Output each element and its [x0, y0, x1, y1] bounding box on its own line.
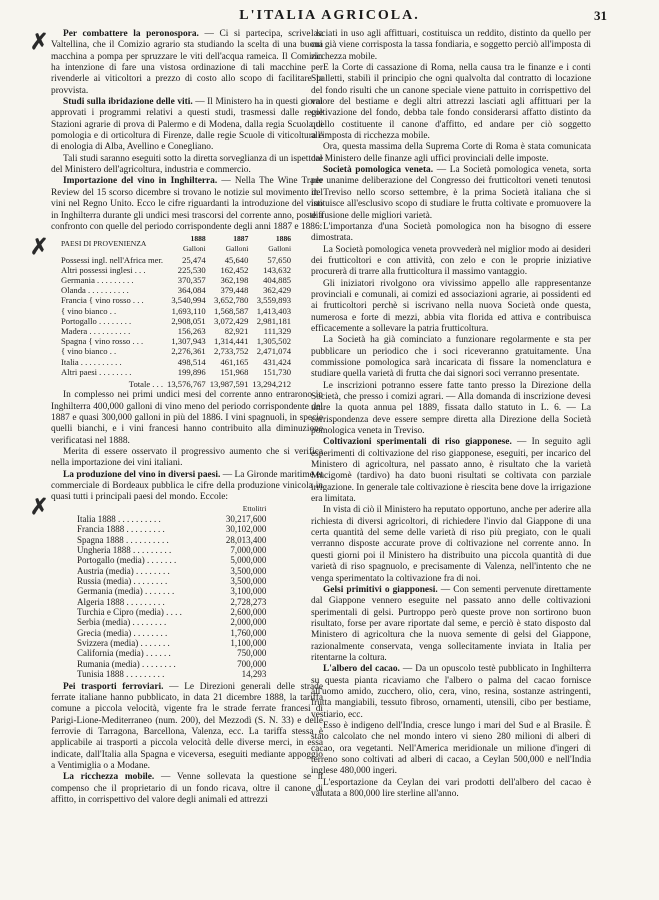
paragraph: L'importanza d'una Società pomologica non ha bisogno di essere dimostrata.: [311, 221, 591, 244]
running-head-title: L'ITALIA AGRICOLA.: [239, 8, 420, 23]
table-cell: 364,084: [177, 285, 206, 296]
table-row: [59, 367, 293, 377]
article-heading: La ricchezza mobile.: [63, 772, 155, 783]
table-row: [59, 255, 293, 265]
article-ibridazione: [51, 97, 323, 154]
table-cell: 30,102,000: [225, 524, 267, 535]
table-row-label: Altri possessi inglesi . . .: [61, 264, 146, 275]
table-cell: 750,000: [237, 648, 267, 659]
table-cell: 3,652,780: [214, 295, 249, 306]
table-cell: 5,000,000: [230, 555, 267, 566]
paragraph: Le inscrizioni potranno essere fatte tanto presso la Direzione della Società, che presso i comizi agrari. — Alla domanda di inscrizione devesi unire la quota annua pel 1889, fissata dallo statuto in L. 6. — La corrispondenza deve essere sempre diretta alla Direzione della Società pomologica veneta in Treviso.: [311, 380, 591, 437]
table-row: [73, 576, 270, 586]
table-cell: 111,329: [263, 326, 292, 337]
table-cell: 362,198: [220, 275, 249, 285]
paragraph: Esso è indigeno dell'India, cresce lungo i mari del Sud e al Brasile. È stato calcolato che nel mondo intero vi sieno 280 milioni di alberi di cacao, ora vegetanti. Nell'America meridionale un milione d'ingeri di terreno sono coltivati ad alberi di cacao, a Ceylan 500,000 e nell'India inglese 480,000 ingeri.: [311, 720, 591, 777]
article-peronospora: [51, 29, 323, 97]
article-body: — La Società pomologica veneta, sorta per unanime deliberazione del Congresso dei frutticoltori veneti tenutosi in Treviso nello scorso settembre, è la prima Società italiana che si istituisce all'esclusivo scopo di studiare le frutta coltivate e promuovere la diffusione delle migliori varietà.: [311, 165, 591, 221]
table-row: [73, 607, 270, 617]
article-body: — Con sementi pervenute direttamente dal Giappone vennero eseguite nel passato anno delle coltivazioni sperimentali di gelsi. Purtroppo però queste prove non sortirono buon risultato, forse per avare riportate dal seme, e perciò è stato disposto dal Ministero di agricoltura che la nuova semente di gelsi del Giappone, razionalmente conservata, venga sollecitamente inviata in Italia per ritentarne la coltura.: [311, 584, 591, 663]
paragraph: Tali studi saranno eseguiti sotto la diretta sorveglianza di un ispettore del Ministero dell'agricoltura, industria e commercio.: [51, 153, 323, 176]
article-heading: L'albero del cacao.: [323, 664, 400, 675]
table-cell: 82,921: [224, 326, 249, 337]
left-column: [51, 29, 323, 806]
table-cell: 28,013,400: [225, 534, 267, 545]
paragraph: Ora, questa massima della Suprema Corte di Roma è stata comunicata dal Ministero delle finanze agli uffici provinciali delle imposte.: [311, 142, 591, 164]
article-gelsi: [311, 585, 591, 664]
table-row-label: Tunisia 1888 . . . . . . . . .: [77, 669, 165, 680]
handwritten-mark-icon: ✗: [30, 29, 49, 54]
table-row-label: Serbia (media) . . . . . . . .: [77, 617, 167, 628]
table-row: [73, 555, 270, 565]
table-cell: 2,600,000: [230, 607, 267, 618]
table-row: [73, 648, 270, 658]
article-body: — Nella The Wine Trade Review del 15 scorso dicembre si trovano le notizie sul movimento del vini nel Regno Unito. Ecco le cifre riguardanti la introduzione del vino in Inghilterra durante gli undici mesi trascorsi del corrente anno, poste a confronto con quelle del periodo corrispondente degli anni 1887 e 1886:: [51, 176, 323, 232]
table-row-label: Portogallo (media) . . . . . . .: [77, 555, 177, 566]
table-row-label: { vino bianco . .: [61, 346, 117, 357]
table-row: [59, 326, 293, 336]
table-cell: 1,307,943: [171, 336, 206, 347]
article-body: — Venne sollevata la questione se il compenso che il proprietario di un fondo ricava, oltre il canone di affitto, in corrispettivo del valore degli animali ed attrezzi: [51, 772, 323, 805]
table-row-label: Possessi ingl. nell'Africa mer.: [61, 254, 164, 265]
article-heading: Società pomologica veneta.: [323, 165, 434, 176]
table-row: [59, 295, 293, 305]
table-row-label: California (media) . . . . . .: [77, 648, 171, 659]
table-row: [73, 617, 270, 627]
import-table: [59, 234, 293, 389]
table-row: [73, 524, 270, 534]
table-cell: 3,500,000: [230, 576, 267, 587]
table-row-label: Spagna { vino rosso . . .: [61, 336, 144, 347]
table-cell: 1,413,403: [256, 305, 292, 316]
article-heading: Coltivazioni sperimentali di riso giapponese.: [323, 437, 512, 448]
table-row: [59, 346, 293, 356]
table-row-label: Germania (media) . . . . . . .: [77, 586, 175, 597]
table-cell: 498,514: [177, 356, 206, 367]
table-cell: 143,632: [263, 264, 292, 275]
table-row-label: Turchia e Cipro (media) . . . .: [77, 607, 182, 618]
table-col-header: 1886 Galloni: [268, 234, 292, 254]
table-row-label: Algeria 1888 . . . . . . . . .: [77, 596, 165, 607]
article-riso: [311, 437, 591, 505]
table-row: [73, 669, 270, 679]
article-trasporti: [51, 682, 323, 773]
paragraph: In vista di ciò il Ministero ha reputato opportuno, anche per aderire alla richiesta di diversi agricoltori, di richiedere l'invio dal Giappone di una certa quantità del seme delle varietà di riso più pregiato, con le quali verranno disposte accurate prove di coltivazione nel corrente anno. In questi giorni poi il Ministero ha distribuito una piccola quantità di due varietà di riso spagnuolo, e precisamente di Valenza, nell'intento che ne venga sperimentato la coltivazione fra di noi.: [311, 505, 591, 584]
table-cell: 2,981,181: [256, 315, 292, 326]
table-row-label: Grecia (media) . . . . . . . .: [77, 627, 168, 638]
article-body: — La Gironde maritime et commerciale di Bordeaux pubblica le cifre della produzione vinicola in quasi tutti i principali paesi del mondo. Eccole:: [51, 469, 324, 503]
table-row-label: Francia { vino rosso . . .: [61, 295, 144, 306]
paragraph: Gli iniziatori rivolgono ora vivissimo appello alle rappresentanze provinciali e comunali, ai comizi ed associazioni agrarie, ai possidenti ed ai frutticoltori perchè si iscrivano nella nuova Società onde questa, numerosa e forte di mezzi, abbia vita florida ed attiva e contribuisca efficacemente a sollevare la patria frutticoltura.: [311, 278, 591, 334]
table-cell: 1,100,000: [230, 638, 267, 649]
table-row-label: Ungheria 1888 . . . . . . . . .: [77, 545, 172, 556]
table-row: [73, 514, 270, 524]
table-row: [73, 628, 270, 638]
paragraph: E la Corte di cassazione di Roma, nella causa tra le finanze e i conti Spalletti, stabilì il principio che ogni qualvolta dal contratto di locazione del fondo risulti che un canone speciale viene pattuito in corrispettivo del valore del bestiame e degli altri attrezzi lasciati agli affittuari per la coltivazione del fondo, debba tale fondo considerarsi affatto distinto da quello costituente il canone d'affitto, ed andare per ciò soggetto all'imposta di ricchezza mobile.: [311, 63, 591, 142]
table-cell: 431,424: [263, 356, 292, 367]
article-body: — In seguito agli esperimenti di coltivazione del riso giapponese, eseguiti, per incarico del Ministero di agricoltura, nel passato anno, è risultato che la varietà Mucigomè (tardivo) ha dato buoni risultati se coltivata con parziale irrigazione. In generale tale coltivazione è riescita bene dove la irrigazione era limitata.: [311, 437, 591, 505]
handwritten-mark-icon: ✗: [30, 234, 49, 259]
table-cell: 2,276,361: [171, 346, 206, 357]
article-importazione: [51, 176, 323, 233]
table-row-label: { vino bianco . .: [61, 305, 117, 316]
table-cell: 700,000: [237, 658, 267, 669]
table-row-label: Portogallo . . . . . . . .: [61, 315, 132, 326]
article-body: — Da un opuscolo testè pubblicato in Inghilterra su questa pianta ricaviamo che l'albero o palma del cacao fornisce all'uomo amido, zucchero, olio, cera, vino, resina, sostanze astringenti, frutta mangiabili, tessuto fibroso, ornamenti, utensili, cibo per bestiame, vestiario, ecc.: [311, 664, 591, 720]
table-cell: 3,500,000: [230, 565, 267, 576]
table-cell: 3,100,000: [230, 586, 267, 597]
table-cell: 1,760,000: [230, 627, 267, 638]
right-column: [311, 29, 591, 800]
table-cell: 379,448: [220, 285, 249, 296]
table-cell: 3,559,893: [256, 295, 292, 306]
table-row: [73, 566, 270, 576]
table-cell: 2,728,273: [230, 596, 267, 607]
table-cell: 151,730: [263, 366, 292, 377]
production-table: [73, 504, 270, 680]
article-body: — Le Direzioni generali delle strade ferrate italiane hanno pubblicato, in data 21 dicembre 1888, la tariffa comune a piccola velocità, vigente fra le strade ferrate francesi di Parigi-Lione-Mediterraneo (num. 200), del Mezzodì (S. N. 33) e delle ferrovie di Tarragona, Barcellona, Valenza, ecc. La tariffa stessa è applicabile ai trasporti a piccola velocità delle diverse merci, in essa indicate, dall'Italia alla Spagna e viceversa, eseguiti mediante appoggio a Ventimiglia o a Modane.: [51, 681, 323, 771]
table-cell: 162,452: [220, 264, 249, 275]
table-cell: 2,908,051: [171, 315, 206, 326]
table-cell: 7,000,000: [230, 545, 267, 556]
article-produzione: [51, 470, 323, 504]
article-cacao: [311, 664, 591, 721]
table-row-label: Rumania (media) . . . . . . . .: [77, 658, 176, 669]
table-row-label: Olanda . . . . . . . . . .: [61, 285, 129, 296]
table-cell: 45,640: [224, 254, 249, 265]
table-cell: 2,000,000: [230, 617, 267, 628]
table-row: [59, 265, 293, 275]
table-cell: 3,540,994: [171, 295, 206, 306]
table-cell: 461,165: [220, 356, 249, 367]
table-row: [73, 535, 270, 545]
table-col-header: 1888 Galloni: [182, 234, 206, 254]
table-row: [59, 306, 293, 316]
table-row: [73, 659, 270, 669]
table-row-label: Francia 1888 . . . . . . . . .: [77, 524, 165, 535]
handwritten-mark-icon: ✗: [30, 494, 49, 519]
table-col-header: 1887 Galloni: [225, 234, 249, 254]
table-col-header: Ettolitri: [242, 503, 267, 513]
article-body: — Ci si partecipa, scrive la Valtellina, che il Comizio agrario sta studiando la scelta di una buona macchina a pompa per spruzzare le viti dell'acqua rameica. Il Comizio ha intenzione di fare una vistosa ordinazione di tali macchine per rivenderle ai viticoltori a prezzo di costo allo scopo di facilitare la provvista.: [51, 29, 323, 96]
table-cell: 1,568,587: [214, 305, 249, 316]
table-row-label: Germania . . . . . . . . .: [61, 275, 134, 285]
article-pomologica: [311, 165, 591, 222]
table-cell: 370,357: [177, 275, 206, 285]
table-cell: 1,693,110: [171, 305, 206, 316]
table-row: [59, 285, 293, 295]
article-ricchezza: [51, 772, 323, 806]
page-number: 31: [594, 8, 607, 23]
article-heading: Per combattere la peronospora.: [63, 29, 199, 39]
table-cell: 404,885: [263, 275, 292, 285]
table-row-label: Svizzera (media) . . . . . . .: [77, 638, 170, 649]
table-row: [73, 545, 270, 555]
table-row: [59, 275, 293, 285]
table-total-row: Totale . . . 13,576,767 13,987,591 13,294,212: [128, 379, 292, 390]
table-cell: 225,530: [177, 264, 206, 275]
table-row: [59, 357, 293, 367]
table-row-label: Madera . . . . . . . . . .: [61, 326, 131, 337]
table-row-label: Italia 1888 . . . . . . . . . .: [77, 514, 161, 525]
table-row: [59, 316, 293, 326]
paragraph: Merita di essere osservato il progressivo aumento che si verifica nella importazione dei vini italiani.: [51, 446, 323, 469]
table-cell: 1,314,441: [214, 336, 249, 347]
table-cell: 25,474: [182, 254, 206, 265]
table-cell: 57,650: [267, 254, 292, 265]
table-cell: 156,263: [177, 326, 206, 337]
table-cell: 151,968: [220, 366, 249, 377]
table-row: [73, 586, 270, 596]
table-cell: 3,072,429: [214, 315, 249, 326]
table-row-label: Russia (media) . . . . . . . .: [77, 576, 168, 587]
article-heading: La produzione del vino in diversi paesi.: [63, 469, 221, 480]
paragraph: La Società ha già cominciato a funzionare regolarmente e sta per pubblicare un periodico che i soci riceveranno gratuitamente. Una commissione pomologica sarà incaricata di fissare la nomenclatura e studiare quella varietà di frutta che dai signori soci verranno presentate.: [311, 335, 591, 380]
article-heading: Importazione del vino in Inghilterra.: [63, 176, 218, 187]
table-row-label: Italia . . . . . . . . . .: [61, 356, 122, 367]
paragraph: La Società pomologica veneta provvederà nel miglior modo ai desideri dei frutticoltori e con attività, con zelo e con le proprie iniziative procurerà di trarre alla frutticoltura il massimo vantaggio.: [311, 244, 591, 278]
paragraph: L'esportazione da Ceylan dei vari prodotti dell'albero del cacao è valutata a 800,000 lire sterline all'anno.: [311, 777, 591, 800]
article-body: — Il Ministero ha in questi giorni approvati i programmi relativi a questi studi, trasmessi dalle regie Stazioni agrarie di prova di Palermo e di Modena, dalla regia Scuola di pomologia e di orticoltura di Firenze, dalle regie Scuole di viticoltura e di enologia di Alba, Avellino e Conegliano.: [51, 97, 323, 153]
table-cell: 30,217,600: [225, 514, 267, 525]
table-cell: 1,305,502: [256, 336, 292, 347]
paragraph: lasciati in uso agli affittuari, costituisca un reddito, distinto da quello per cui già viene corrisposta la tassa fondiaria, e soggetto perciò all'imposta di ricchezza mobile.: [311, 29, 591, 62]
table-cell: 2,471,074: [256, 346, 292, 357]
table-cell: 14,293: [241, 669, 267, 680]
article-heading: Pei trasporti ferroviari.: [63, 681, 164, 692]
table-cell: 199,896: [177, 366, 206, 377]
table-row: [73, 597, 270, 607]
paragraph: In complesso nei primi undici mesi del corrente anno entrarono in Inghilterra 400,000 galloni di vino meno del periodo corrispondente del 1887 e quasi 300,000 galloni in più del 1886. I vini spagnuoli, in specie quelli bianchi, e i vini francesi hanno contribuito alla diminuzione verificatasi nel 1888.: [51, 390, 323, 446]
table-col-header: PAESI DI PROVENIENZA: [61, 239, 147, 249]
table-row-label: Spagna 1888 . . . . . . . . . .: [77, 534, 169, 545]
table-cell: 362,429: [263, 285, 292, 296]
table-row-label: Austria (media) . . . . . . . .: [77, 565, 170, 576]
table-row: [59, 336, 293, 346]
article-heading: Gelsi primitivi o giapponesi.: [323, 584, 438, 595]
table-cell: 2,733,752: [214, 346, 249, 357]
table-row-label: Altri paesi . . . . . . . .: [61, 366, 132, 377]
article-heading: Studi sulla ibridazione delle viti.: [63, 97, 193, 108]
table-row: [73, 638, 270, 648]
